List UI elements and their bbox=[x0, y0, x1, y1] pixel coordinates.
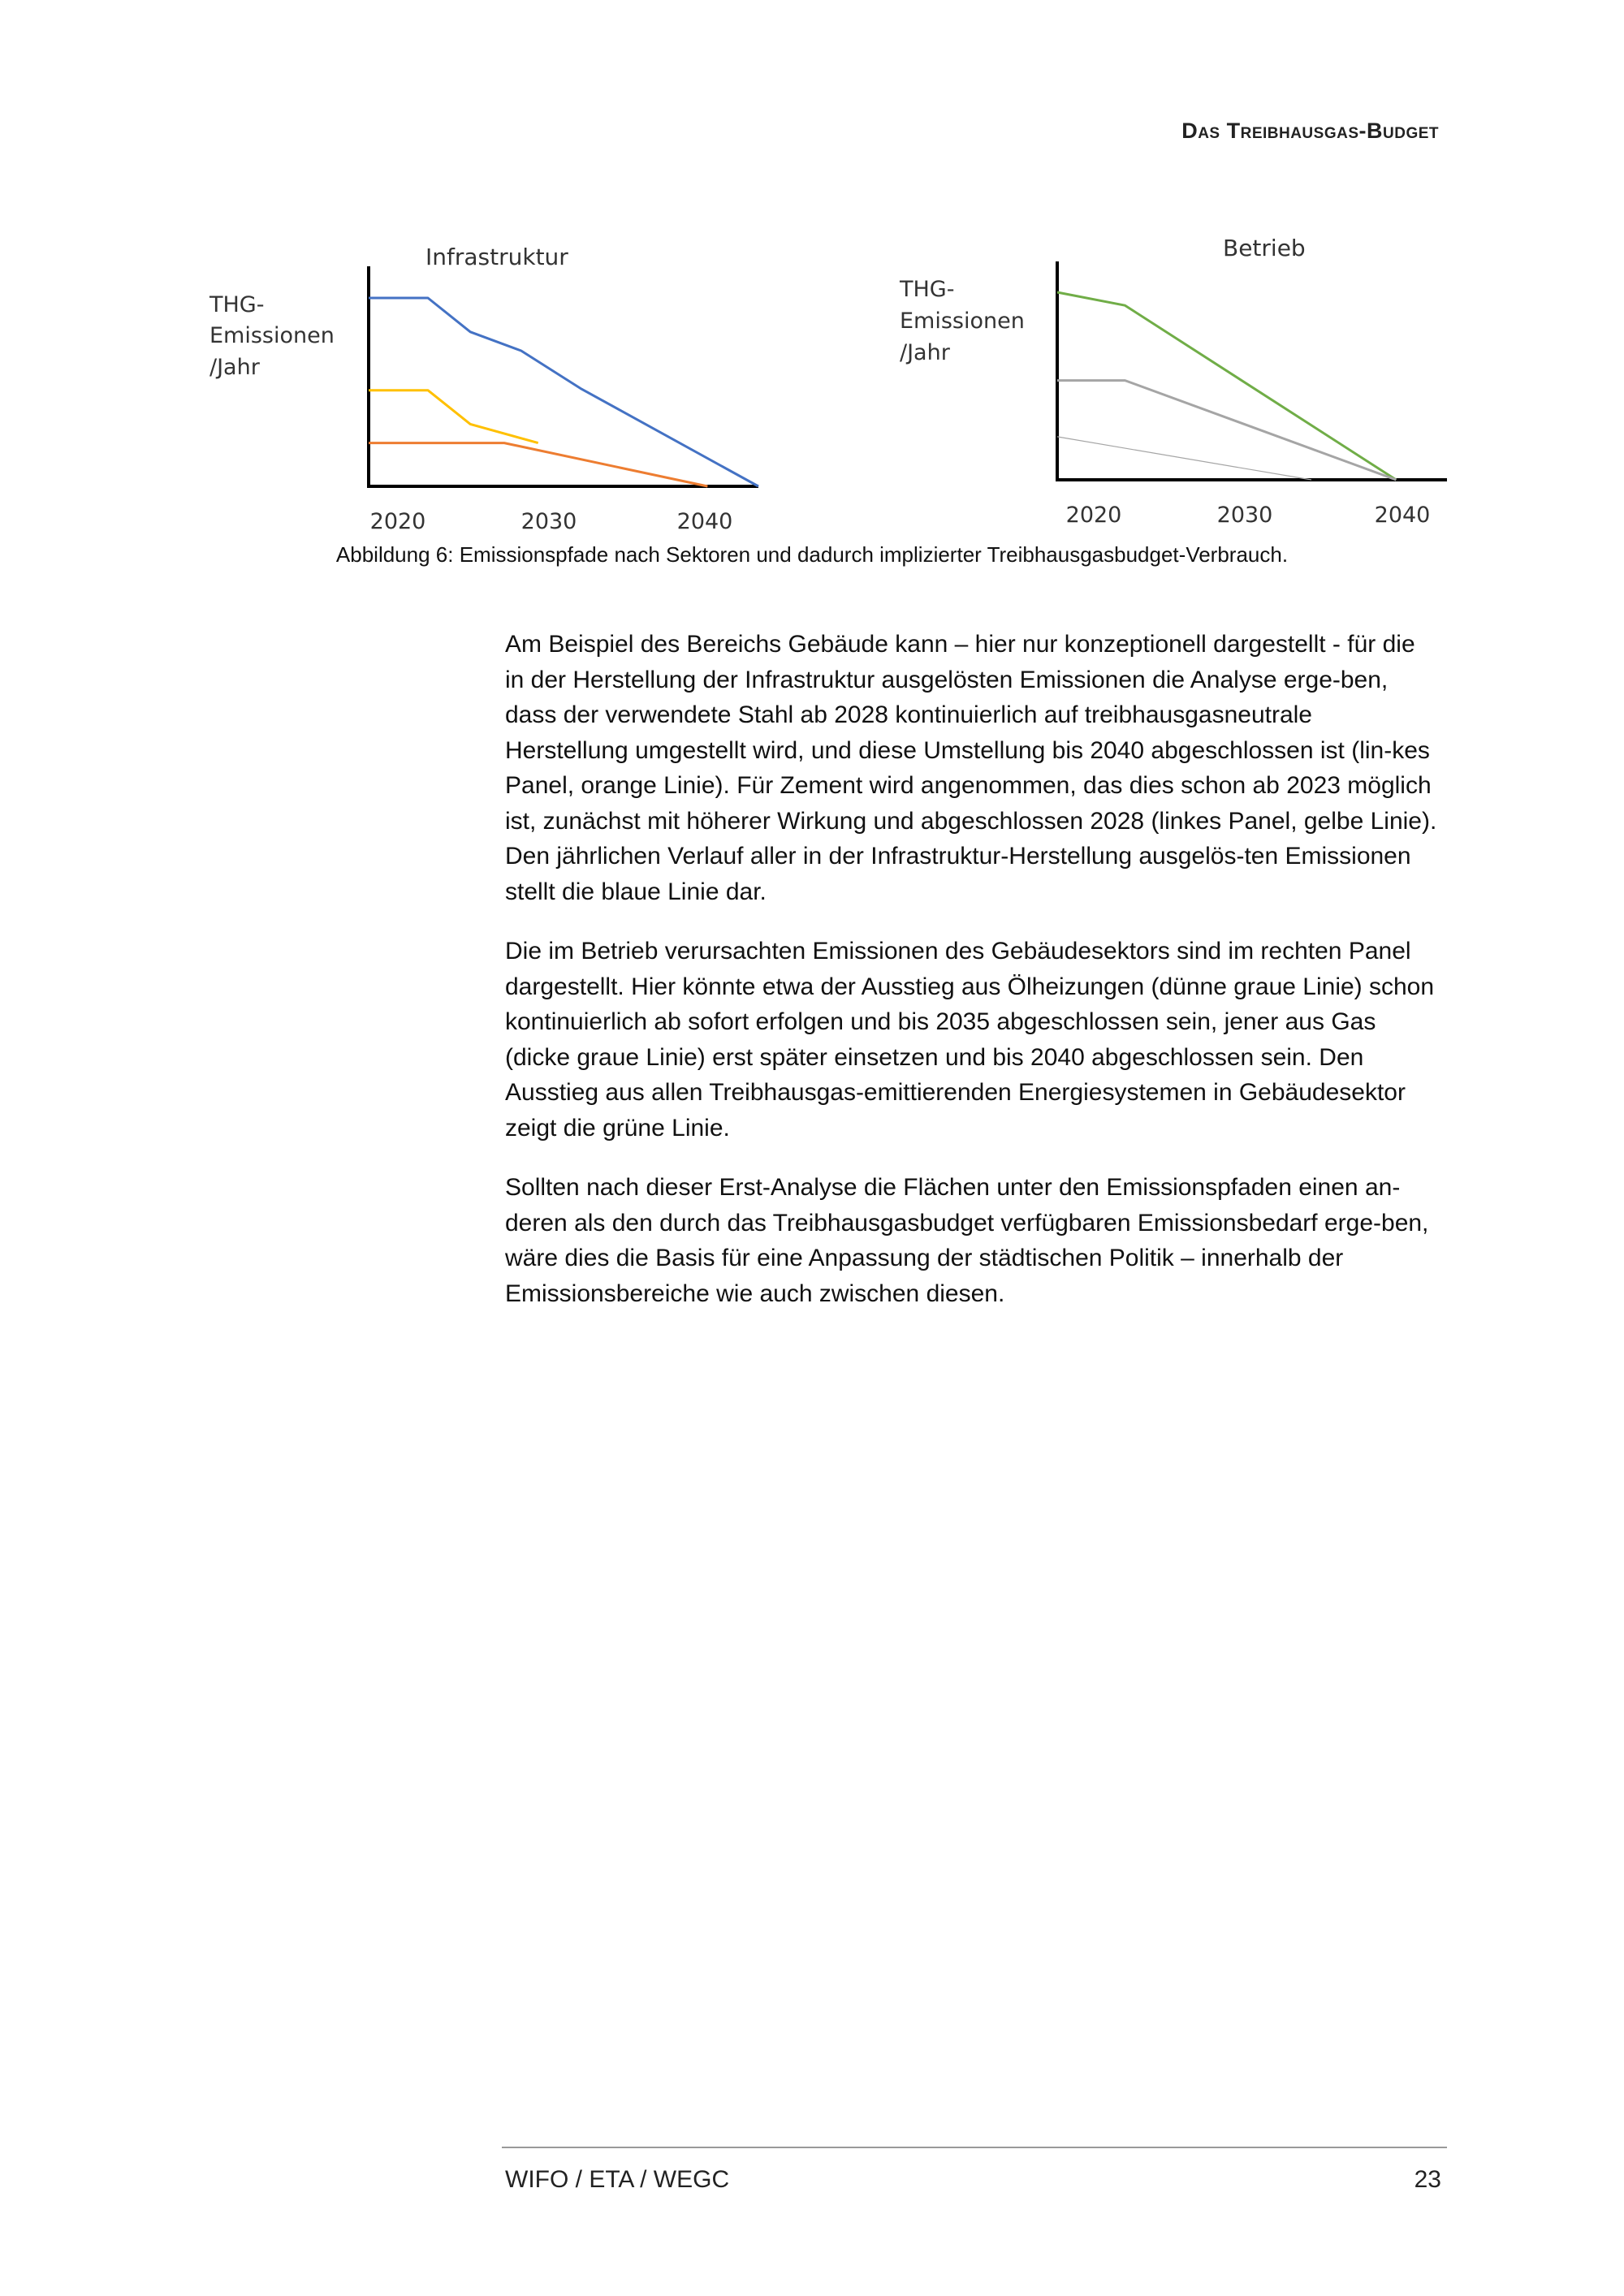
y-axis-label-line-3: /Jahr bbox=[209, 355, 260, 380]
series-line-green bbox=[1057, 292, 1396, 480]
y-axis-label-line-3: /Jahr bbox=[900, 340, 950, 365]
x-tick-label: 2040 bbox=[1374, 503, 1431, 528]
y-axis-label-line-1: THG- bbox=[209, 292, 265, 317]
chart-title-infrastruktur: Infrastruktur bbox=[425, 244, 568, 270]
page-number: 23 bbox=[1414, 2166, 1441, 2193]
paragraph: Sollten nach dieser Erst-Analyse die Flächen unter den Emissionspfaden einen an-deren als den durch das Treibhausgasbudget verfügbaren Emissionsbedarf erge-ben, wäre dies die Basis für eine Anpassung der städtischen Politik – innerhalb der Emissionsbereiche wie auch zwischen diesen. bbox=[505, 1174, 1429, 1307]
x-tick-label: 2030 bbox=[1216, 503, 1273, 528]
paragraph: Die im Betrieb verursachten Emissionen des Gebäudesektors sind im rechten Panel dargestellt. Hier könnte etwa der Ausstieg aus Ölheizungen (dünne graue Linie) schon kontinuierlich ab sofort erfolgen und bis 2035 abgeschlossen sein, jener aus Gas (dicke graue Linie) erst später einsetzen und bis 2040 abgeschlossen sein. Den Ausstieg aus allen Treibhausgas-emittierenden Energiesystemen in Gebäudesektor zeigt die grüne Linie. bbox=[505, 938, 1435, 1142]
series-line-orange bbox=[369, 443, 707, 486]
figure-caption: Abbildung 6: Emissionspfade nach Sektoren und dadurch implizierter Treibhausgasbudget-Verbrauch. bbox=[335, 542, 1289, 567]
running-header: Das Treibhausgas-Budget bbox=[1181, 119, 1439, 143]
x-tick-label: 2040 bbox=[676, 509, 733, 534]
chart-infrastruktur bbox=[209, 244, 758, 534]
x-tick-label: 2030 bbox=[520, 509, 577, 534]
body-text bbox=[505, 627, 1439, 1336]
y-axis-label-line-1: THG- bbox=[900, 277, 955, 302]
y-axis-label-line-2: Emissionen bbox=[209, 323, 335, 348]
emission-charts bbox=[0, 0, 1624, 585]
series-line-blue bbox=[369, 298, 758, 486]
series-line-grey bbox=[1057, 381, 1396, 480]
figure-emission-paths bbox=[0, 0, 1624, 585]
x-tick-label: 2020 bbox=[1065, 503, 1122, 528]
x-tick-label: 2020 bbox=[369, 509, 426, 534]
series-line-yellow bbox=[369, 391, 538, 443]
chart-title-betrieb: Betrieb bbox=[1223, 235, 1306, 261]
footer-institutions: WIFO / ETA / WEGC bbox=[505, 2166, 730, 2193]
paragraph: Am Beispiel des Bereichs Gebäude kann – hier nur konzeptionell dargestellt - für die in der Herstellung der Infrastruktur ausgelösten Emissionen die Analyse erge-ben, dass der verwendete Stahl ab 2028 kontinuierlich auf treibhausgasneutrale Herstellung umgestellt wird, und diese Umstellung bis 2040 abgeschlossen ist (lin-kes Panel, orange Linie). Für Zement wird angenommen, das dies schon ab 2023 möglich ist, zunächst mit höherer Wirkung und abgeschlossen 2028 (linkes Panel, gelbe Linie). Den jährlichen Verlauf aller in der Infrastruktur-Herstellung ausgelös-ten Emissionen stellt die blaue Linie dar. bbox=[505, 631, 1437, 905]
series-line-grey bbox=[1057, 437, 1311, 480]
y-axis-label-line-2: Emissionen bbox=[900, 309, 1025, 334]
chart-betrieb bbox=[899, 235, 1447, 528]
footer-divider bbox=[502, 2147, 1447, 2148]
